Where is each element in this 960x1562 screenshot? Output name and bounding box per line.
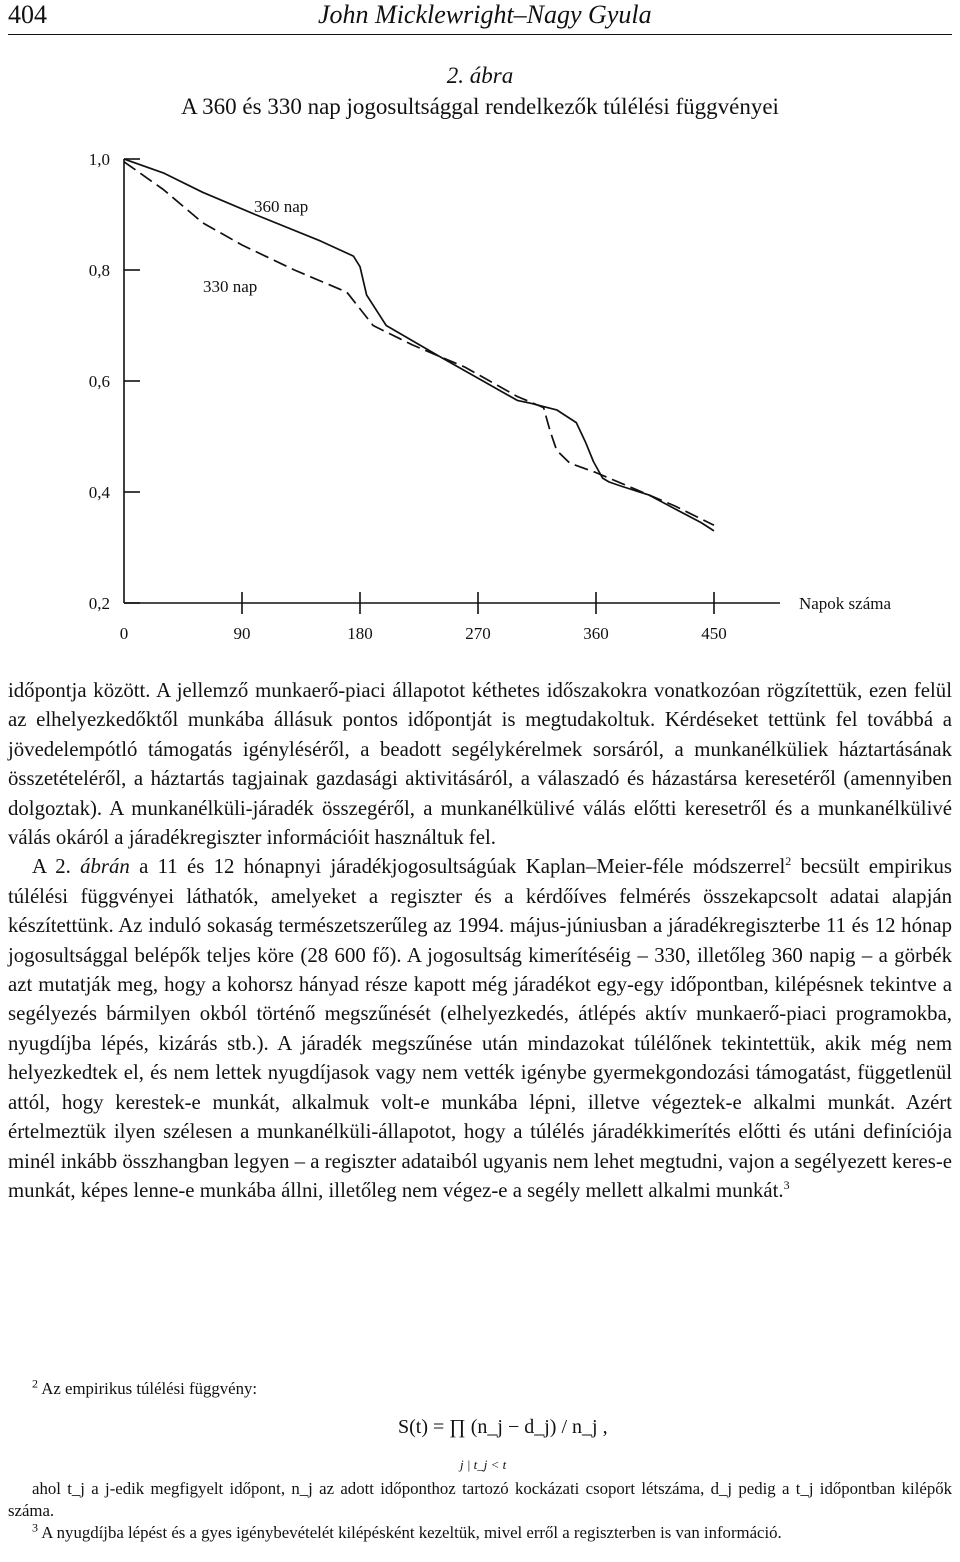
x-axis-label: Napok száma xyxy=(798,594,892,613)
x-tick-label-1: 90 xyxy=(233,624,251,643)
x-tick-label-2: 180 xyxy=(347,624,373,643)
footnote-3-mark: 3 xyxy=(32,1520,38,1535)
y-tick-label-0: 1,0 xyxy=(88,150,110,169)
footnote-ref-2: 2 xyxy=(785,854,792,869)
series-line-360 xyxy=(124,159,714,531)
chart-lines xyxy=(124,159,714,531)
figure-title: A 360 és 330 nap jogosultsággal rendelkezők túlélési függvényei xyxy=(181,94,779,119)
formula-main: S(t) = ∏ (n_j − d_j) / n_j , xyxy=(398,1416,608,1438)
chart-axes xyxy=(124,159,780,603)
x-tick-label-0: 0 xyxy=(119,624,129,643)
y-tick-label-3: 0,4 xyxy=(88,483,110,502)
y-tick-label-1: 0,8 xyxy=(88,261,110,280)
footnote-2-text: ahol t_j a j-edik megfigyelt időpont, n_j az adott időponthoz tartozó kockázati csoport létszáma, d_j pedig a t_j időpontban kilépők száma. xyxy=(8,1479,952,1520)
paragraph-1: időpontja között. A jellemző munkaerő-piaci állapotot kéthetes időszakokra vonatkozóan rögzítettük, ezen felül az elhelyezkedőktől munkába állásuk pontos időpontját is megtudakoltuk. Kérdéseket tettünk fel továbbá a jövedelempótló támogatás igényléséről, a beadott segélykérelmek sorsáról, a munkanélküliek háztartásának összetételéről, a háztartás tagjainak gazdasági aktivitásáról, a válaszadó és házastársa keresetéről (amennyiben dolgoztak). A munkanélküli-járadék összegéről, a munkanélkülivé válás előtti keresetről és a munkanélkülivé válás okáról a járadékregiszter információit használtuk fel. xyxy=(8,679,952,850)
footnote-ref-3: 3 xyxy=(783,1177,790,1192)
x-tick-label-5: 450 xyxy=(701,624,727,643)
para2-italic: ábrán xyxy=(80,855,130,879)
y-tick-label-4: 0,2 xyxy=(88,594,110,613)
footnote-3-text: A nyugdíjba lépést és a gyes igénybevételét kilépésként kezeltük, mivel erről a regiszterben is van információ. xyxy=(41,1523,782,1542)
para2-lead: A 2. xyxy=(32,855,81,879)
series-line-330 xyxy=(124,162,714,526)
series-label-330: 330 nap xyxy=(203,277,258,296)
chart-labels xyxy=(89,150,892,643)
para2-rest: becsült empirikus túlélési függvényei láthatók, amelyeket a regiszter és a kérdőíves felmérés összekapcsolt adatai alapján készítettünk. Az induló sokaság természetszerűleg az 1994. május-júniusban a járadékregiszterbe 11 és 12 hónap jogosultsággal belépők teljes köre (28 600 fő). A jogosultság kimerítéséig – 330, illetőleg 360 napig – a görbék azt mutatják meg, hogy a kohorsz hányad része kapott még járadékot egy-egy időpontban, kilépésnek tekintve a segélyezés bármilyen okból történő megszűnését (elhelyezkedés, átlépés aktív munkaerő-piaci programokba, nyugdíjba lépés, kizárás stb.). A járadék megszűnése után mindazokat túlélőnek tekintettük, akik még nem helyezkedtek el, és nem lettek nyugdíjasok vagy nem vették igénybe gyermekgondozási támogatást, függetlenül attól, hogy kerestek-e munkát, alkalmuk volt-e munkába lépni, illetve végeztek-e alkalmi munkát. Azért értelmeztük ilyen szélesen a munkanélküli-állapotot, hogy a túlélés járadékkimerítés előtti és utáni definíciója minél inkább összhangban legyen – a regiszter adataiból ugyanis nem lehet megtudni, vajon a segélyezett keres-e munkát, képes lenne-e munkába állni, illetőleg nem végez-e a segély mellett alkalmi munkát. xyxy=(8,855,952,1202)
body-text xyxy=(8,676,952,1205)
footnote-3 xyxy=(8,1522,952,1544)
x-tick-label-4: 360 xyxy=(583,624,609,643)
running-title: John Micklewright–Nagy Gyula xyxy=(318,0,652,29)
x-tick-label-3: 270 xyxy=(465,624,491,643)
figure-caption xyxy=(0,60,960,122)
footnote-2-intro xyxy=(8,1378,952,1400)
formula-subscript: j | t_j < t xyxy=(460,1457,507,1472)
page-number: 404 xyxy=(8,0,47,29)
paragraph-2 xyxy=(8,852,952,1205)
page-header xyxy=(8,0,952,30)
para2-mid: a 11 és 12 hónapnyi járadékjogosultságúak Kaplan–Meier-féle módszerrel xyxy=(129,855,786,879)
header-rule xyxy=(8,34,952,35)
footnote-2-intro-text: Az empirikus túlélési függvény: xyxy=(41,1379,258,1398)
survival-chart xyxy=(0,140,960,660)
chart-ticks xyxy=(124,159,714,614)
series-label-360: 360 nap xyxy=(254,197,309,216)
y-tick-label-2: 0,6 xyxy=(88,372,110,391)
figure-number: 2. ábra xyxy=(446,63,514,88)
footnotes xyxy=(8,1378,952,1544)
footnote-2-mark: 2 xyxy=(32,1376,38,1391)
survival-formula xyxy=(8,1404,952,1472)
